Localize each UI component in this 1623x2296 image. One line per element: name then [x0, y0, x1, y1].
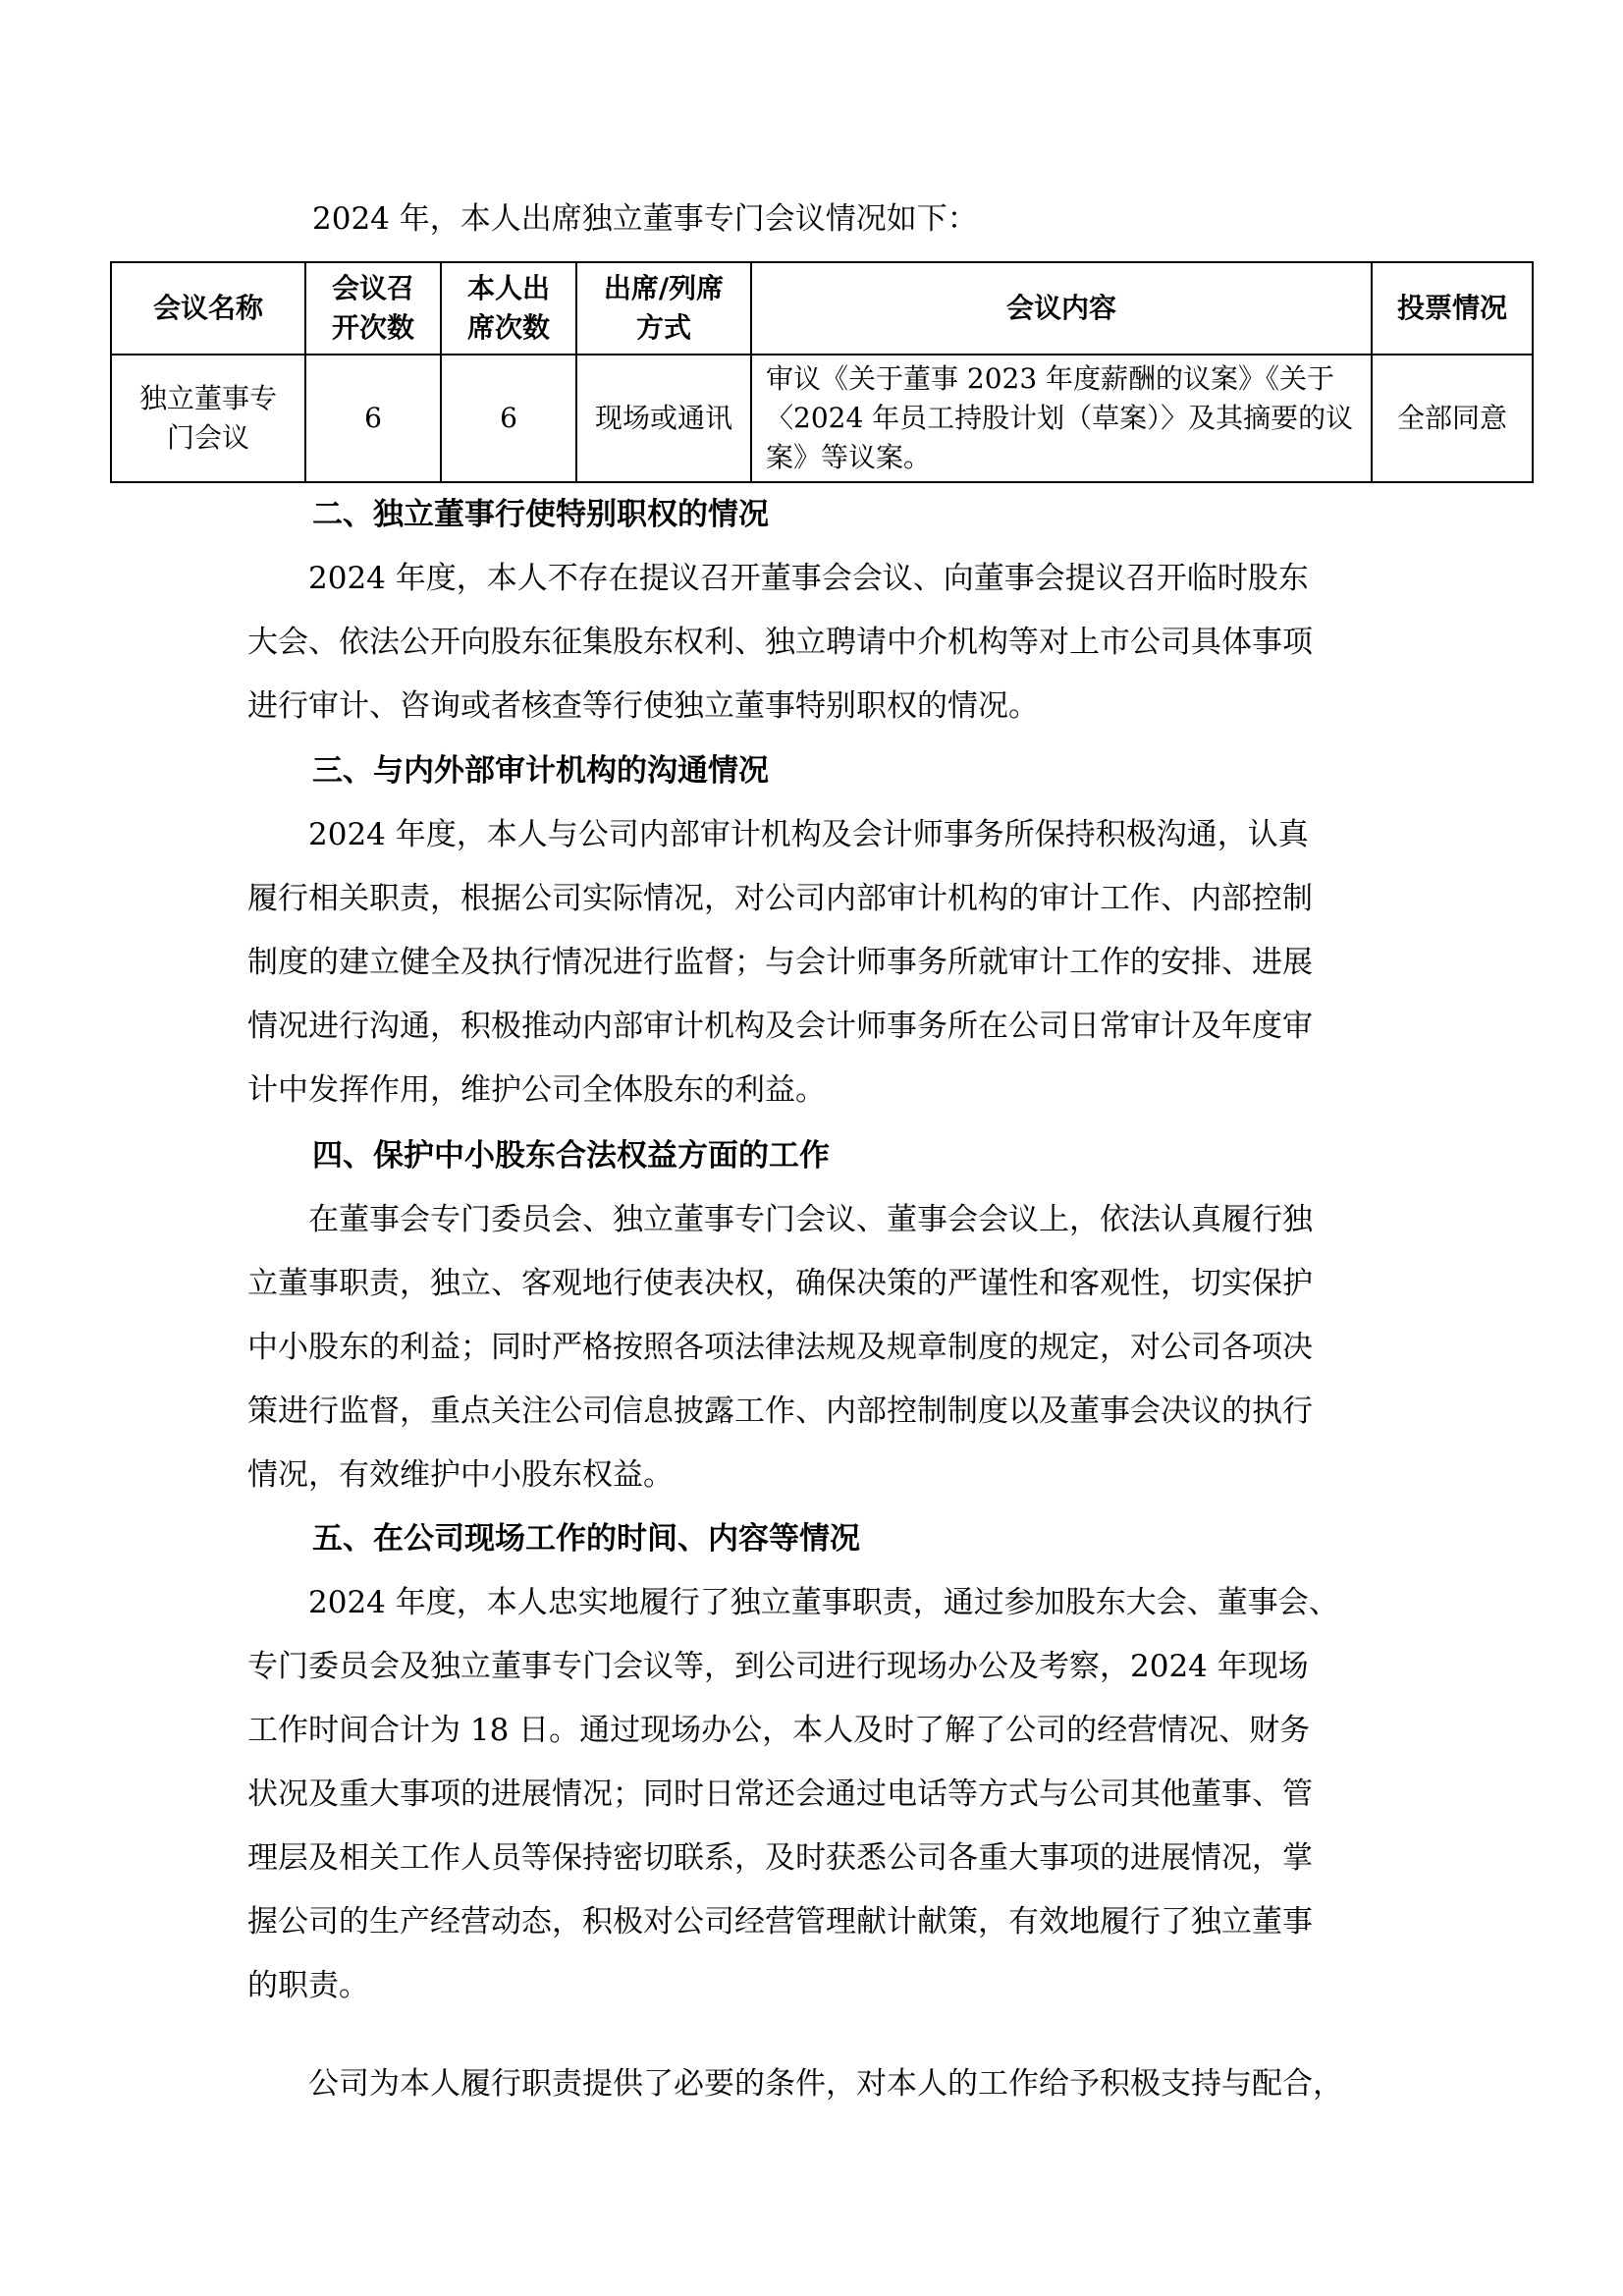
header-meeting-name: 会议名称 — [111, 262, 305, 355]
header-vote: 投票情况 — [1372, 262, 1533, 355]
section-heading: 二、独立董事行使特别职权的情况 — [312, 497, 769, 532]
cell-meeting-name: 独立董事专 门会议 — [111, 355, 305, 482]
header-attended-count: 本人出 席次数 — [441, 262, 576, 355]
paragraph-line: 策进行监督，重点关注公司信息披露工作、内部控制制度以及董事会决议的执行 — [247, 1394, 1313, 1429]
paragraph-line: 大会、依法公开向股东征集股东权利、独立聘请中介机构等对上市公司具体事项 — [247, 625, 1313, 660]
header-convened-count: 会议召 开次数 — [305, 262, 441, 355]
meeting-attendance-table — [110, 261, 1534, 483]
paragraph-line: 进行审计、咨询或者核查等行使独立董事特别职权的情况。 — [247, 688, 1039, 724]
paragraph-line: 制度的建立健全及执行情况进行监督；与会计师事务所就审计工作的安排、进展 — [247, 945, 1313, 980]
paragraph-line: 工作时间合计为 18 日。通过现场办公，本人及时了解了公司的经营情况、财务 — [247, 1713, 1311, 1748]
cell-meeting-content: 审议《关于董事 2023 年度薪酬的议案》《关于 〈2024 年员工持股计划（草案）〉及其摘要的议 案》等议案。 — [751, 355, 1372, 482]
paragraph-line: 的职责。 — [247, 1968, 369, 2003]
paragraph-line: 履行相关职责，根据公司实际情况，对公司内部审计机构的审计工作、内部控制 — [247, 881, 1313, 916]
paragraph-line: 2024 年度，本人不存在提议召开董事会会议、向董事会提议召开临时股东 — [247, 561, 1309, 596]
paragraph-line: 立董事职责，独立、客观地行使表决权，确保决策的严谨性和客观性，切实保护 — [247, 1266, 1313, 1301]
paragraph-line: 理层及相关工作人员等保持密切联系，及时获悉公司各重大事项的进展情况，掌 — [247, 1840, 1313, 1876]
paragraph-line: 中小股东的利益；同时严格按照各项法律法规及规章制度的规定，对公司各项决 — [247, 1330, 1313, 1365]
intro-text: 2024 年，本人出席独立董事专门会议情况如下： — [312, 201, 978, 237]
paragraph-line: 2024 年度，本人忠实地履行了独立董事职责，通过参加股东大会、董事会、 — [247, 1585, 1339, 1620]
section-heading: 五、在公司现场工作的时间、内容等情况 — [312, 1521, 860, 1557]
cell-vote: 全部同意 — [1372, 355, 1533, 482]
table-header-row — [111, 262, 1533, 355]
paragraph-line: 计中发挥作用，维护公司全体股东的利益。 — [247, 1072, 826, 1108]
paragraph-line: 情况，有效维护中小股东权益。 — [247, 1457, 674, 1493]
cell-convened-count: 6 — [305, 355, 441, 482]
section-heading: 四、保护中小股东合法权益方面的工作 — [312, 1138, 830, 1174]
cell-attendance-mode: 现场或通讯 — [576, 355, 751, 482]
paragraph-line: 情况进行沟通，积极推动内部审计机构及会计师事务所在公司日常审计及年度审 — [247, 1009, 1313, 1044]
paragraph-line: 在董事会专门委员会、独立董事专门会议、董事会会议上，依法认真履行独 — [247, 1202, 1313, 1237]
paragraph-line: 状况及重大事项的进展情况；同时日常还会通过电话等方式与公司其他董事、管 — [247, 1777, 1313, 1812]
section-heading: 三、与内外部审计机构的沟通情况 — [312, 753, 769, 789]
header-attendance-mode: 出席/列席 方式 — [576, 262, 751, 355]
paragraph-line: 2024 年度，本人与公司内部审计机构及会计师事务所保持积极沟通，认真 — [247, 817, 1309, 852]
table-row — [111, 355, 1533, 482]
header-meeting-content: 会议内容 — [751, 262, 1372, 355]
paragraph-line: 握公司的生产经营动态，积极对公司经营管理献计献策，有效地履行了独立董事 — [247, 1904, 1313, 1940]
paragraph-line: 专门委员会及独立董事专门会议等，到公司进行现场办公及考察，2024 年现场 — [247, 1649, 1309, 1684]
paragraph-line: 公司为本人履行职责提供了必要的条件，对本人的工作给予积极支持与配合， — [247, 2066, 1343, 2102]
cell-attended-count: 6 — [441, 355, 576, 482]
